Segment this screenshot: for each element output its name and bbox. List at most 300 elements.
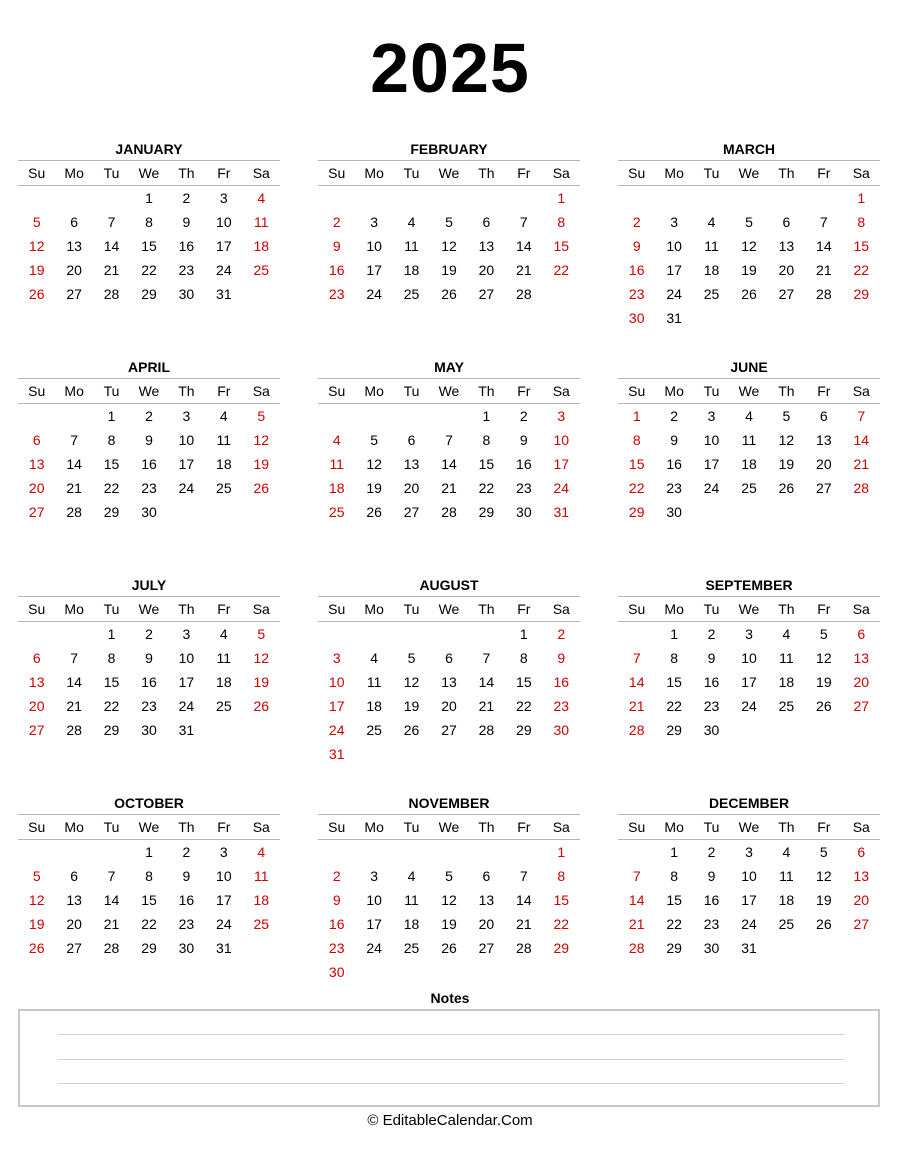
day-cell: 21 bbox=[103, 262, 120, 278]
weekday-label: Su bbox=[28, 165, 46, 181]
day-cell: 17 bbox=[216, 892, 232, 908]
day-cell bbox=[18, 404, 55, 429]
day-cell: 10 bbox=[216, 214, 232, 230]
weekday-label: Sa bbox=[552, 165, 570, 181]
day-cell: 22 bbox=[666, 698, 682, 714]
day-cell: 27 bbox=[816, 480, 832, 496]
day-cell: 12 bbox=[778, 432, 795, 448]
day-cell: 19 bbox=[441, 262, 457, 278]
weekday-label: Su bbox=[28, 601, 46, 617]
day-cell: 29 bbox=[666, 722, 682, 738]
day-cell bbox=[393, 960, 430, 984]
day-cell: 6 bbox=[70, 214, 79, 230]
day-cell: 29 bbox=[628, 504, 645, 520]
day-cell: 23 bbox=[666, 480, 682, 496]
day-cell: 9 bbox=[182, 868, 191, 884]
day-cell: 10 bbox=[666, 238, 682, 254]
day-cell: 26 bbox=[441, 940, 457, 956]
day-cell: 3 bbox=[557, 408, 566, 424]
footer-copyright: © EditableCalendar.Com bbox=[367, 1112, 533, 1129]
day-cell: 13 bbox=[478, 238, 495, 254]
month-name: JANUARY bbox=[115, 141, 183, 157]
weekday-label: Sa bbox=[552, 601, 570, 617]
day-cell: 9 bbox=[557, 650, 566, 666]
day-cell: 24 bbox=[553, 480, 570, 496]
day-cell bbox=[55, 404, 92, 429]
day-cell: 30 bbox=[703, 722, 720, 738]
day-cell: 3 bbox=[670, 214, 679, 230]
day-cell: 10 bbox=[178, 650, 195, 666]
day-cell bbox=[768, 306, 805, 330]
week-row bbox=[618, 912, 880, 936]
day-cell: 11 bbox=[216, 650, 232, 666]
day-cell: 23 bbox=[703, 916, 720, 932]
day-cell: 11 bbox=[704, 238, 719, 254]
day-cell: 15 bbox=[516, 674, 532, 690]
day-cell bbox=[430, 186, 467, 211]
day-cell: 23 bbox=[516, 480, 532, 496]
week-row bbox=[18, 912, 280, 936]
day-cell bbox=[805, 306, 842, 330]
weekday-label: Mo bbox=[364, 819, 384, 835]
day-cell bbox=[243, 282, 280, 306]
day-cell: 12 bbox=[253, 650, 270, 666]
day-cell bbox=[243, 718, 280, 742]
day-cell: 18 bbox=[216, 674, 232, 690]
day-cell: 15 bbox=[103, 456, 120, 472]
day-cell: 13 bbox=[28, 456, 45, 472]
day-cell: 23 bbox=[703, 698, 720, 714]
week-row bbox=[618, 840, 880, 865]
day-cell: 18 bbox=[328, 480, 345, 496]
month-name: FEBRUARY bbox=[410, 141, 488, 157]
day-cell: 25 bbox=[253, 916, 270, 932]
day-cell: 26 bbox=[403, 722, 420, 738]
day-cell bbox=[618, 622, 655, 647]
weekday-header-row bbox=[618, 161, 880, 186]
day-cell: 23 bbox=[141, 698, 157, 714]
day-cell: 26 bbox=[816, 698, 832, 714]
day-cell: 20 bbox=[66, 916, 82, 932]
day-cell: 30 bbox=[516, 504, 532, 520]
day-cell: 9 bbox=[707, 650, 716, 666]
day-cell: 17 bbox=[328, 698, 345, 714]
day-cell: 21 bbox=[441, 480, 457, 496]
day-cell: 28 bbox=[516, 940, 532, 956]
week-row bbox=[618, 234, 880, 258]
weekday-label: Th bbox=[478, 165, 495, 181]
day-cell: 29 bbox=[553, 940, 570, 956]
day-cell: 10 bbox=[366, 892, 382, 908]
day-cell: 22 bbox=[103, 480, 120, 496]
day-cell: 17 bbox=[178, 674, 195, 690]
week-row bbox=[318, 428, 580, 452]
week-row bbox=[618, 670, 880, 694]
day-cell: 29 bbox=[103, 504, 120, 520]
week-row bbox=[618, 646, 880, 670]
day-cell: 2 bbox=[182, 844, 191, 860]
weekday-label: We bbox=[138, 819, 160, 835]
day-cell: 20 bbox=[478, 262, 495, 278]
day-cell: 12 bbox=[816, 650, 832, 666]
day-cell: 9 bbox=[519, 432, 528, 448]
day-cell: 7 bbox=[519, 868, 528, 884]
month-name: SEPTEMBER bbox=[705, 577, 793, 593]
day-cell: 28 bbox=[516, 286, 532, 302]
notes-box[interactable] bbox=[18, 1009, 880, 1107]
month-table bbox=[18, 378, 280, 524]
day-cell: 3 bbox=[370, 868, 379, 884]
day-cell: 11 bbox=[741, 432, 757, 448]
month-table bbox=[18, 160, 280, 306]
weekday-label: Sa bbox=[552, 383, 570, 399]
weekday-label: Th bbox=[778, 165, 795, 181]
month-table bbox=[618, 596, 880, 742]
day-cell: 4 bbox=[782, 626, 791, 642]
month-table bbox=[318, 378, 580, 524]
day-cell bbox=[355, 186, 392, 211]
month-july bbox=[18, 574, 280, 742]
month-november bbox=[318, 792, 580, 984]
day-cell: 29 bbox=[141, 286, 157, 302]
weekday-label: Th bbox=[778, 819, 795, 835]
day-cell bbox=[18, 840, 55, 865]
day-cell bbox=[93, 186, 130, 211]
day-cell: 6 bbox=[32, 432, 41, 448]
weekday-header-row bbox=[318, 815, 580, 840]
weekday-label: We bbox=[738, 165, 760, 181]
day-cell: 28 bbox=[103, 286, 120, 302]
day-cell: 11 bbox=[216, 432, 232, 448]
weekday-header-row bbox=[318, 597, 580, 622]
weekday-label: We bbox=[138, 601, 160, 617]
day-cell: 10 bbox=[553, 432, 570, 448]
day-cell: 16 bbox=[328, 916, 345, 932]
week-row bbox=[618, 306, 880, 330]
notes-title: Notes bbox=[430, 990, 470, 1006]
day-cell bbox=[355, 404, 392, 429]
day-cell: 24 bbox=[178, 480, 195, 496]
weekday-label: Th bbox=[178, 819, 195, 835]
day-cell: 10 bbox=[741, 868, 757, 884]
week-row bbox=[318, 646, 580, 670]
day-cell: 15 bbox=[141, 238, 157, 254]
weekday-label: Mo bbox=[64, 165, 84, 181]
day-cell: 2 bbox=[332, 214, 341, 230]
day-cell: 17 bbox=[741, 892, 757, 908]
day-cell: 8 bbox=[145, 214, 153, 230]
day-cell: 13 bbox=[478, 892, 495, 908]
weekday-label: Tu bbox=[103, 165, 120, 181]
day-cell: 3 bbox=[745, 626, 753, 642]
day-cell bbox=[468, 960, 505, 984]
day-cell bbox=[768, 936, 805, 960]
day-cell: 6 bbox=[407, 432, 416, 448]
day-cell: 24 bbox=[366, 286, 382, 302]
day-cell: 19 bbox=[403, 698, 420, 714]
day-cell: 16 bbox=[141, 674, 157, 690]
day-cell: 10 bbox=[178, 432, 195, 448]
week-row bbox=[18, 452, 280, 476]
weekday-label: Tu bbox=[403, 383, 420, 399]
day-cell: 25 bbox=[403, 286, 420, 302]
day-cell: 30 bbox=[178, 286, 195, 302]
day-cell: 24 bbox=[666, 286, 682, 302]
weekday-label: Sa bbox=[252, 165, 270, 181]
day-cell: 12 bbox=[253, 432, 270, 448]
day-cell: 16 bbox=[328, 262, 345, 278]
weekday-label: We bbox=[438, 819, 460, 835]
week-row bbox=[318, 452, 580, 476]
week-row bbox=[318, 670, 580, 694]
day-cell: 18 bbox=[703, 262, 720, 278]
weekday-label: Tu bbox=[103, 819, 120, 835]
month-name: OCTOBER bbox=[114, 795, 184, 811]
weekday-label: Sa bbox=[852, 819, 870, 835]
day-cell: 18 bbox=[741, 456, 757, 472]
day-cell: 28 bbox=[66, 722, 82, 738]
day-cell: 26 bbox=[28, 940, 45, 956]
day-cell: 31 bbox=[328, 746, 345, 762]
day-cell: 2 bbox=[707, 844, 716, 860]
day-cell: 30 bbox=[703, 940, 720, 956]
day-cell: 2 bbox=[707, 626, 716, 642]
day-cell: 7 bbox=[632, 650, 641, 666]
day-cell: 31 bbox=[666, 310, 682, 326]
day-cell: 26 bbox=[778, 480, 795, 496]
month-table bbox=[318, 160, 580, 306]
weekday-label: Su bbox=[328, 819, 346, 835]
month-name: NOVEMBER bbox=[408, 795, 490, 811]
day-cell: 18 bbox=[778, 674, 795, 690]
day-cell: 11 bbox=[404, 892, 419, 908]
day-cell: 6 bbox=[782, 214, 791, 230]
week-row bbox=[18, 404, 280, 429]
day-cell: 29 bbox=[141, 940, 157, 956]
day-cell bbox=[843, 936, 880, 960]
week-row bbox=[318, 936, 580, 960]
weekday-header-row bbox=[618, 379, 880, 404]
day-cell bbox=[168, 500, 205, 524]
day-cell: 23 bbox=[141, 480, 157, 496]
day-cell: 27 bbox=[441, 722, 457, 738]
weekday-label: Tu bbox=[703, 383, 720, 399]
day-cell: 21 bbox=[628, 698, 645, 714]
day-cell: 4 bbox=[707, 214, 716, 230]
day-cell: 23 bbox=[178, 262, 195, 278]
day-cell bbox=[618, 840, 655, 865]
day-cell: 4 bbox=[407, 868, 416, 884]
day-cell: 9 bbox=[182, 214, 191, 230]
week-row bbox=[618, 186, 880, 211]
day-cell: 21 bbox=[816, 262, 832, 278]
weekday-label: Fr bbox=[217, 819, 231, 835]
day-cell: 31 bbox=[741, 940, 757, 956]
weekday-label: Tu bbox=[103, 601, 120, 617]
day-cell: 24 bbox=[741, 698, 757, 714]
day-cell: 8 bbox=[670, 868, 679, 884]
week-row bbox=[618, 622, 880, 647]
week-row bbox=[318, 888, 580, 912]
day-cell: 25 bbox=[778, 916, 795, 932]
day-cell: 8 bbox=[632, 432, 641, 448]
day-cell: 5 bbox=[819, 626, 828, 642]
day-cell: 27 bbox=[28, 504, 45, 520]
weekday-label: Tu bbox=[103, 383, 120, 399]
day-cell: 2 bbox=[519, 408, 528, 424]
day-cell: 14 bbox=[516, 892, 532, 908]
day-cell: 31 bbox=[216, 286, 232, 302]
week-row bbox=[318, 258, 580, 282]
day-cell: 14 bbox=[516, 238, 532, 254]
day-cell: 5 bbox=[745, 214, 753, 230]
day-cell: 7 bbox=[107, 214, 116, 230]
week-row bbox=[618, 888, 880, 912]
day-cell: 12 bbox=[816, 868, 832, 884]
day-cell: 11 bbox=[366, 674, 382, 690]
day-cell: 31 bbox=[216, 940, 232, 956]
day-cell: 26 bbox=[253, 480, 270, 496]
day-cell: 27 bbox=[66, 286, 82, 302]
day-cell bbox=[468, 840, 505, 865]
weekday-label: We bbox=[438, 383, 460, 399]
day-cell bbox=[468, 742, 505, 766]
weekday-label: Mo bbox=[64, 383, 84, 399]
weekday-label: Su bbox=[628, 383, 646, 399]
day-cell: 22 bbox=[516, 698, 532, 714]
day-cell: 5 bbox=[407, 650, 416, 666]
day-cell: 13 bbox=[66, 238, 82, 254]
weekday-label: Th bbox=[778, 383, 795, 399]
day-cell: 10 bbox=[328, 674, 345, 690]
week-row bbox=[318, 742, 580, 766]
day-cell: 19 bbox=[28, 262, 45, 278]
weekday-label: Mo bbox=[364, 601, 384, 617]
weekday-label: Th bbox=[478, 383, 495, 399]
week-row bbox=[318, 186, 580, 211]
day-cell: 17 bbox=[703, 456, 720, 472]
month-name: JUNE bbox=[730, 359, 768, 375]
week-row bbox=[618, 258, 880, 282]
day-cell: 19 bbox=[778, 456, 795, 472]
month-name: APRIL bbox=[128, 359, 170, 375]
week-row bbox=[618, 210, 880, 234]
day-cell: 17 bbox=[216, 238, 232, 254]
day-cell: 22 bbox=[553, 916, 570, 932]
day-cell bbox=[505, 186, 542, 211]
day-cell: 28 bbox=[816, 286, 832, 302]
day-cell bbox=[355, 840, 392, 865]
weekday-label: Fr bbox=[517, 819, 531, 835]
month-august bbox=[318, 574, 580, 766]
week-row bbox=[618, 428, 880, 452]
month-table bbox=[18, 814, 280, 960]
day-cell bbox=[355, 960, 392, 984]
day-cell: 22 bbox=[628, 480, 645, 496]
weekday-label: Tu bbox=[703, 601, 720, 617]
weekday-label: We bbox=[738, 819, 760, 835]
day-cell: 12 bbox=[366, 456, 382, 472]
day-cell: 18 bbox=[253, 892, 270, 908]
day-cell bbox=[505, 960, 542, 984]
week-row bbox=[18, 186, 280, 211]
weekday-label: Tu bbox=[403, 601, 420, 617]
day-cell: 7 bbox=[519, 214, 528, 230]
weekday-label: Su bbox=[328, 165, 346, 181]
day-cell: 13 bbox=[853, 650, 870, 666]
weekday-label: Sa bbox=[252, 601, 270, 617]
day-cell bbox=[55, 840, 92, 865]
day-cell: 2 bbox=[182, 190, 191, 206]
day-cell: 7 bbox=[70, 432, 79, 448]
day-cell: 23 bbox=[553, 698, 570, 714]
day-cell: 21 bbox=[853, 456, 870, 472]
day-cell: 13 bbox=[28, 674, 45, 690]
day-cell: 16 bbox=[628, 262, 645, 278]
day-cell: 14 bbox=[628, 674, 645, 690]
day-cell: 24 bbox=[216, 916, 232, 932]
day-cell bbox=[430, 622, 467, 647]
day-cell: 17 bbox=[741, 674, 757, 690]
day-cell: 10 bbox=[366, 238, 382, 254]
day-cell: 8 bbox=[557, 868, 566, 884]
day-cell: 11 bbox=[253, 868, 269, 884]
day-cell: 25 bbox=[328, 504, 345, 520]
day-cell: 13 bbox=[778, 238, 795, 254]
day-cell: 3 bbox=[370, 214, 379, 230]
weekday-label: We bbox=[738, 383, 760, 399]
day-cell: 27 bbox=[853, 916, 870, 932]
day-cell: 28 bbox=[66, 504, 82, 520]
day-cell: 15 bbox=[553, 238, 570, 254]
weekday-label: Su bbox=[628, 601, 646, 617]
day-cell: 29 bbox=[103, 722, 120, 738]
day-cell bbox=[543, 742, 580, 766]
weekday-label: Mo bbox=[64, 819, 84, 835]
week-row bbox=[318, 912, 580, 936]
day-cell: 20 bbox=[478, 916, 495, 932]
week-row bbox=[18, 428, 280, 452]
day-cell: 14 bbox=[441, 456, 457, 472]
day-cell: 19 bbox=[816, 674, 832, 690]
day-cell: 2 bbox=[145, 626, 153, 642]
day-cell: 10 bbox=[741, 650, 757, 666]
weekday-label: Th bbox=[478, 601, 495, 617]
day-cell: 15 bbox=[553, 892, 570, 908]
weekday-header-row bbox=[18, 161, 280, 186]
day-cell: 16 bbox=[516, 456, 532, 472]
day-cell: 18 bbox=[216, 456, 232, 472]
day-cell bbox=[543, 282, 580, 306]
day-cell: 21 bbox=[628, 916, 645, 932]
day-cell: 27 bbox=[478, 286, 495, 302]
weekday-header-row bbox=[18, 815, 280, 840]
day-cell: 4 bbox=[407, 214, 416, 230]
week-row bbox=[318, 282, 580, 306]
day-cell: 29 bbox=[853, 286, 870, 302]
day-cell: 11 bbox=[253, 214, 269, 230]
month-june bbox=[618, 356, 880, 524]
day-cell: 19 bbox=[741, 262, 757, 278]
day-cell bbox=[393, 742, 430, 766]
day-cell: 13 bbox=[403, 456, 420, 472]
weekday-label: Fr bbox=[217, 165, 231, 181]
day-cell: 1 bbox=[670, 844, 679, 860]
day-cell bbox=[55, 186, 92, 211]
week-row bbox=[618, 282, 880, 306]
day-cell bbox=[318, 186, 355, 211]
day-cell: 6 bbox=[857, 626, 866, 642]
